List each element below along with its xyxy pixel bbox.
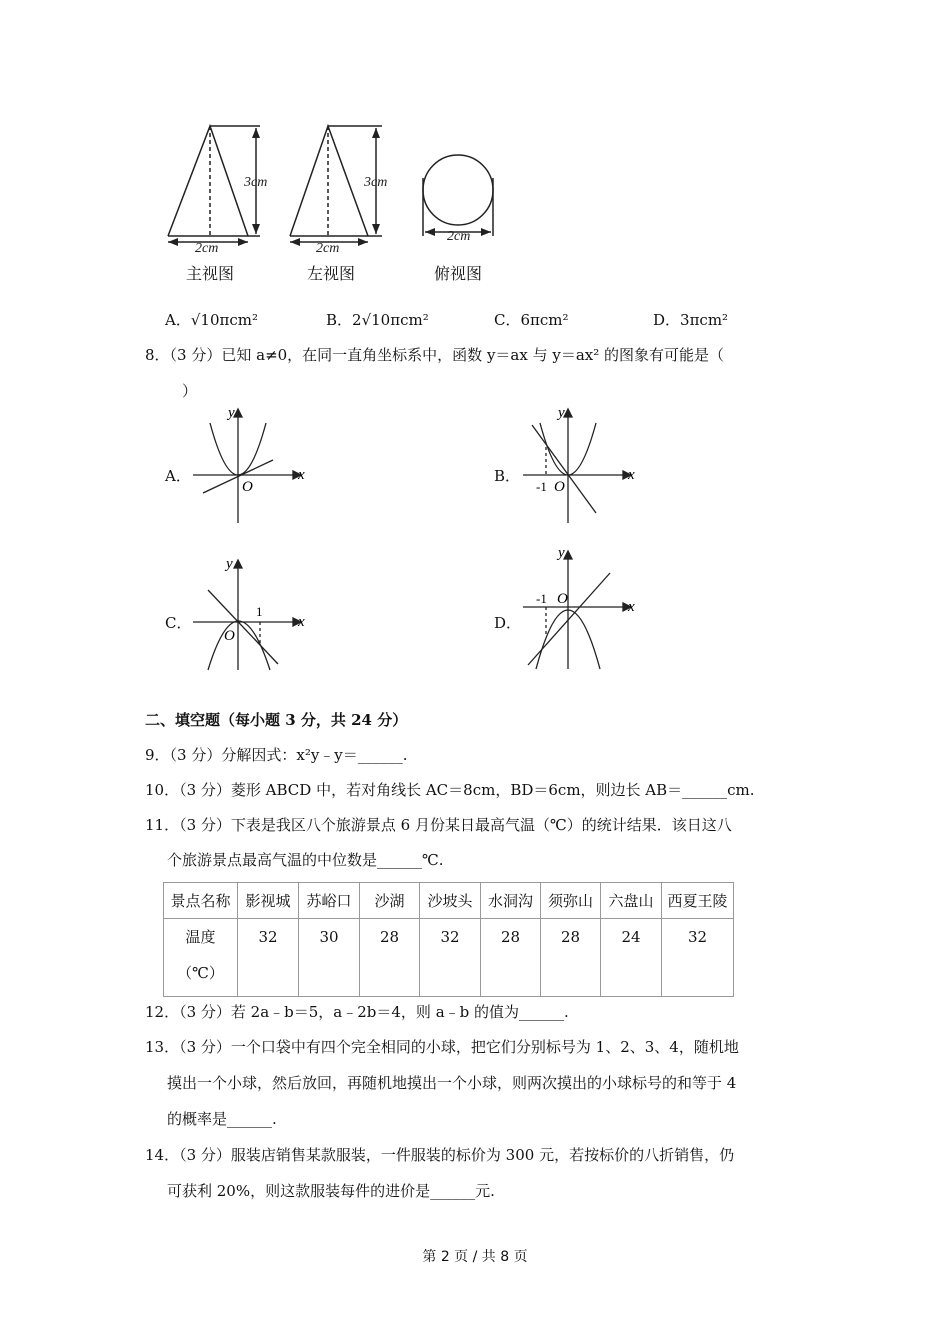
- q7-option-b: B．2√10πcm²: [326, 311, 429, 329]
- height-label-left: 3cm: [364, 175, 388, 190]
- q8-d-axis-x: x: [628, 599, 635, 615]
- q8-stem-line2: ）: [182, 382, 198, 400]
- width-label-front: 2cm: [195, 241, 219, 253]
- width-label-top: 2cm: [447, 229, 471, 244]
- q8-option-b-label: B．: [494, 467, 521, 485]
- q8-b-axis-y: y: [558, 405, 565, 421]
- table-cell: 沙坡头: [420, 883, 481, 919]
- q14-line2: 可获利 20%，则这款服装每件的进价是______元.: [167, 1182, 495, 1200]
- table-cell: 影视城: [238, 883, 299, 919]
- q8-option-c-label: C．: [165, 614, 192, 632]
- q11-line2: 个旅游景点最高气温的中位数是______℃.: [167, 851, 444, 869]
- q8-c-one: 1: [256, 604, 263, 619]
- q8-option-a-label: A．: [165, 467, 191, 485]
- table-cell: 水洞沟: [481, 883, 541, 919]
- q8-c-origin: O: [224, 628, 235, 644]
- page-footer: 第 2 页 / 共 8 页: [422, 1249, 528, 1265]
- q8-c-axis-y: y: [226, 556, 233, 572]
- width-label-left: 2cm: [316, 241, 340, 253]
- table-cell: 六盘山: [601, 883, 662, 919]
- table-cell: 温度 （℃）: [164, 919, 238, 997]
- q8-graph-b: [518, 405, 643, 527]
- section-2-heading: 二、填空题（每小题 3 分，共 24 分）: [145, 711, 408, 729]
- q7-option-c: C．6πcm²: [494, 311, 569, 329]
- table-cell: 30: [299, 919, 360, 997]
- q8-graph-a: [188, 405, 313, 527]
- table-cell: 苏峪口: [299, 883, 360, 919]
- table-cell: 28: [541, 919, 601, 997]
- table-cell: 28: [481, 919, 541, 997]
- q8-d-origin: O: [557, 591, 568, 607]
- q8-graph-d: [518, 545, 643, 671]
- table-cell: 32: [420, 919, 481, 997]
- table-cell: 须弥山: [541, 883, 601, 919]
- table-cell: 32: [238, 919, 299, 997]
- q8-c-axis-x: x: [298, 614, 305, 630]
- table-cell: 西夏王陵: [662, 883, 734, 919]
- front-view-caption: 主视图: [186, 264, 235, 283]
- q8-d-axis-y: y: [558, 545, 565, 561]
- q8-d-minus1: -1: [536, 591, 547, 606]
- table-cell: 32: [662, 919, 734, 997]
- q13-line3: 的概率是______.: [167, 1110, 277, 1128]
- q8-a-axis-x: x: [298, 467, 305, 483]
- temperature-table: [163, 882, 734, 997]
- q10-text: 10．（3 分）菱形 ABCD 中，若对角线长 AC＝8cm，BD＝6cm，则边长 AB＝______cm.: [145, 781, 755, 799]
- table-cell: 景点名称: [164, 883, 238, 919]
- q8-b-axis-x: x: [628, 467, 635, 483]
- table-cell: 28: [360, 919, 420, 997]
- table-cell: 24: [601, 919, 662, 997]
- q8-b-origin: O: [554, 479, 565, 495]
- q7-option-d: D．3πcm²: [653, 311, 729, 329]
- table-temperature-row: [164, 919, 734, 997]
- q12-text: 12．（3 分）若 2a﹣b＝5，a﹣2b＝4，则 a﹣b 的值为______.: [145, 1003, 569, 1021]
- q13-line1: 13．（3 分）一个口袋中有四个完全相同的小球，把它们分别标号为 1、2、3、4，随机地: [145, 1038, 739, 1056]
- q8-option-d-label: D．: [494, 614, 522, 632]
- q13-line2: 摸出一个小球，然后放回，再随机地摸出一个小球，则两次摸出的小球标号的和等于 4: [167, 1074, 737, 1092]
- height-label-front: 3cm: [244, 175, 268, 190]
- q8-a-axis-y: y: [228, 405, 235, 421]
- q8-b-minus1: -1: [536, 479, 547, 494]
- left-view-caption: 左视图: [307, 264, 356, 283]
- q8-stem-line1: 8．（3 分）已知 a≠0，在同一直角坐标系中，函数 y＝ax 与 y＝ax² 的图象有可能是（: [145, 346, 725, 364]
- q8-a-origin: O: [242, 479, 253, 495]
- q11-line1: 11．（3 分）下表是我区八个旅游景点 6 月份某日最高气温（℃）的统计结果．该日这八: [145, 816, 732, 834]
- q9-text: 9．（3 分）分解因式：x²y﹣y＝______.: [145, 746, 408, 764]
- q7-option-a: A．√10πcm²: [165, 311, 258, 329]
- q14-line1: 14．（3 分）服装店销售某款服装，一件服装的标价为 300 元，若按标价的八折销售，仍: [145, 1146, 735, 1164]
- table-cell: 沙湖: [360, 883, 420, 919]
- three-views-figure: [160, 118, 505, 253]
- top-view-caption: 俯视图: [434, 264, 483, 283]
- q8-graph-c: [188, 552, 313, 674]
- table-header-row: [164, 883, 734, 919]
